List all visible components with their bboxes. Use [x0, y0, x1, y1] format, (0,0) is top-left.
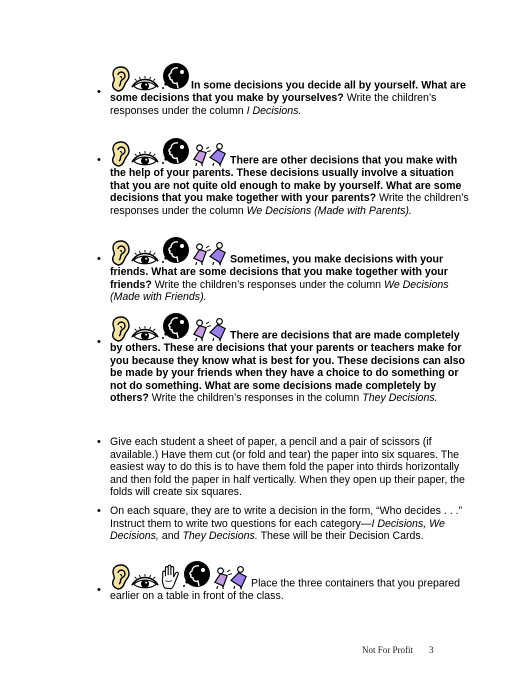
- ear-icon: [110, 240, 130, 266]
- talking-people-icon: [212, 565, 250, 590]
- list-item: [97, 236, 472, 304]
- bullet: •: [97, 253, 101, 265]
- head-profile-icon: [181, 560, 211, 590]
- icon-row: [110, 312, 229, 342]
- hand-icon: [160, 564, 180, 590]
- ear-icon: [110, 564, 130, 590]
- icon-row: [110, 137, 229, 167]
- bullet: •: [97, 86, 101, 98]
- bullet: •: [97, 505, 101, 517]
- eye-icon: [131, 573, 159, 590]
- item-text: These will be their Decision Cards.: [257, 530, 424, 543]
- item-bold-text: Sometimes, you make decisions with your friends. What are some decisions that you make together with your friends?: [110, 253, 448, 291]
- icon-row: [110, 62, 190, 92]
- item-text: On each square, they are to write a decision in the form, “Who decides . . .” Instruct them to write two questions for each category—: [110, 505, 463, 530]
- item-bold-text: In some decisions you decide all by yourself. What are some decisions that you make by yourselves?: [110, 79, 466, 104]
- list-item: [97, 505, 472, 543]
- talking-people-icon: [191, 241, 229, 266]
- item-bold-text: There are decisions that are made completely by others. These are decisions that your parents or teachers make for you because they know what is best for you. These decisions can also be made by your friends when they have a choice to do something or not do something. What are some decisions made completely by others?: [110, 329, 465, 405]
- ear-icon: [110, 66, 130, 92]
- footer-text: Not For Profit: [362, 645, 414, 655]
- item-text: Give each student a sheet of paper, a pencil and a pair of scissors (if available.) Have them cut (or fold and tear) the paper into six squares. The easiest way to do this is to have them fold the paper into thirds horizontally and then fold the paper in half vertically. When they open up their paper, the folds will create six squares.: [110, 436, 465, 499]
- item-italic-text: I Decisions.: [246, 104, 302, 117]
- list-item: [97, 560, 472, 603]
- item-italic-text: They Decisions.: [362, 392, 438, 405]
- icon-row: [110, 560, 250, 590]
- item-italic-text: They Decisions.: [182, 530, 258, 543]
- ear-icon: [110, 141, 130, 167]
- list-item: [97, 137, 472, 217]
- head-profile-icon: [160, 137, 190, 167]
- eye-icon: [131, 75, 159, 92]
- page-number: 3: [429, 645, 434, 655]
- bullet: •: [97, 584, 101, 596]
- item-italic-text: I Decisions, We Decisions,: [110, 517, 445, 543]
- item-text: and: [158, 530, 183, 543]
- head-profile-icon: [160, 62, 190, 92]
- icon-row: [110, 236, 229, 266]
- talking-people-icon: [191, 142, 229, 167]
- ear-icon: [110, 316, 130, 342]
- item-bold-text: There are other decisions that you make with the help of your parents. These decisions usually involve a situation that you are not quite old enough to make by yourself. What are some decisions that you make together with your parents?: [110, 154, 462, 205]
- item-text: Write the children’s responses under the column: [151, 278, 385, 291]
- item-text: Write the children’s responses under the column: [110, 92, 437, 117]
- list-item: [97, 312, 472, 405]
- eye-icon: [131, 249, 159, 266]
- item-italic-text: We Decisions (Made with Parents).: [246, 204, 412, 217]
- list-item: [97, 62, 472, 117]
- head-profile-icon: [160, 312, 190, 342]
- bullet: •: [97, 336, 101, 348]
- talking-people-icon: [191, 317, 229, 342]
- bullet: •: [97, 436, 101, 448]
- list-item: [97, 436, 472, 499]
- head-profile-icon: [160, 236, 190, 266]
- bullet: •: [97, 154, 101, 166]
- item-text: Write the children’s responses in the column: [148, 392, 363, 405]
- page-footer: [362, 645, 434, 655]
- eye-icon: [131, 150, 159, 167]
- item-text: Write the children’s responses under the column: [110, 192, 469, 217]
- item-text: Place the three containers that you prepared earlier on a table in front of the class.: [110, 577, 461, 602]
- eye-icon: [131, 325, 159, 342]
- item-italic-text: We Decisions (Made with Friends).: [110, 278, 449, 304]
